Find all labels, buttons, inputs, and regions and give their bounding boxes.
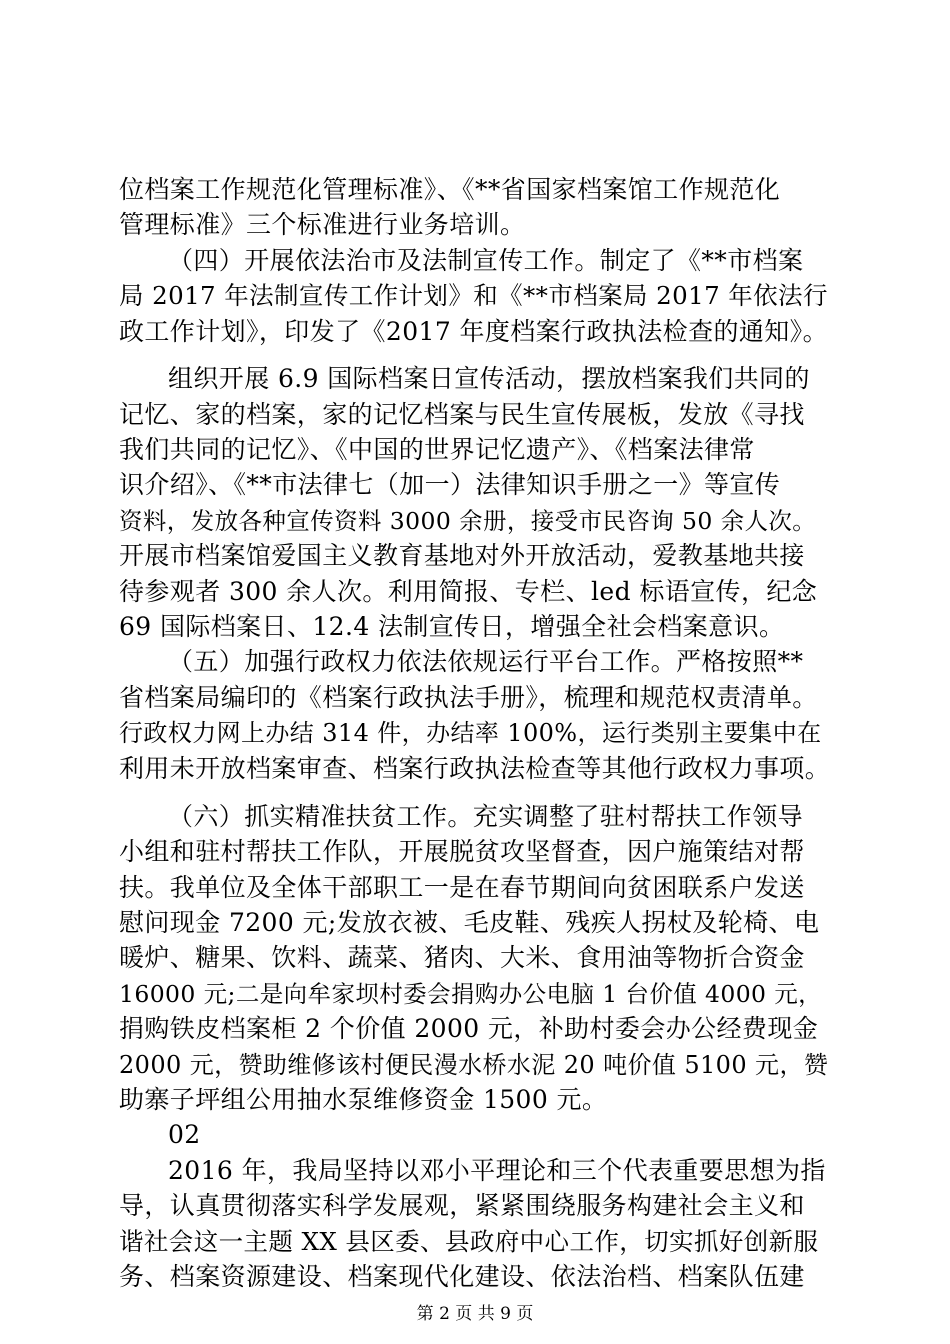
text-line: （四）开展依法治市及法制宣传工作。制定了《**市档案 (168, 246, 804, 275)
text-line: 捐购铁皮档案柜 2 个价值 2000 元，补助村委会办公经费现金 (119, 1014, 819, 1043)
section-number: 02 (168, 1120, 201, 1149)
text-line: 务、档案资源建设、档案现代化建设、依法治档、档案队伍建 (119, 1262, 805, 1291)
text-line: 省档案局编印的《档案行政执法手册》，梳理和规范权责清单。 (119, 683, 818, 712)
text-line: 资料，发放各种宣传资料 3000 余册，接受市民咨询 50 余人次。 (119, 507, 817, 535)
text-line: 助寨子坪组公用抽水泵维修资金 1500 元。 (119, 1085, 608, 1114)
text-line: 待参观者 300 余人次。利用简报、专栏、led 标语宣传，纪念 (119, 577, 818, 606)
text-line: 记忆、家的档案，家的记忆档案与民生宣传展板，发放《寻找 (119, 400, 805, 429)
text-line: 扶。我单位及全体干部职工一是在春节期间向贫困联系户发送 (119, 873, 805, 902)
text-line: 谐社会这一主题 XX 县区委、县政府中心工作，切实抓好创新服 (119, 1227, 819, 1256)
text-line: 政工作计划》，印发了《2017 年度档案行政执法检查的通知》。 (119, 317, 828, 346)
text-line: 识介绍》、《**市法律七（加一）法律知识手册之一》等宣传 (119, 470, 781, 499)
text-line: 暖炉、糖果、饮料、蔬菜、猪肉、大米、食用油等物折合资金 (119, 943, 805, 972)
text-line: 局 2017 年法制宣传工作计划》和《**市档案局 2017 年依法行 (119, 281, 828, 310)
text-line: 利用未开放档案审查、档案行政执法检查等其他行政权力事项。 (119, 754, 831, 783)
text-line: 组织开展 6.9 国际档案日宣传活动，摆放档案我们共同的 (168, 364, 810, 393)
text-line: 小组和驻村帮扶工作队，开展脱贫攻坚督查，因户施策结对帮 (119, 837, 805, 866)
text-line: 16000 元;二是向牟家坝村委会捐购办公电脑 1 台价值 4000 元， (119, 980, 823, 1008)
text-line: 导，认真贯彻落实科学发展观，紧紧围绕服务构建社会主义和 (119, 1191, 805, 1220)
text-line: （六）抓实精准扶贫工作。充实调整了驻村帮扶工作领导 (168, 802, 804, 831)
page-footer: 第 2 页 共 9 页 (416, 1304, 534, 1324)
text-line: （五）加强行政权力依法依规运行平台工作。严格按照** (168, 647, 804, 676)
text-line: 开展市档案馆爱国主义教育基地对外开放活动，爱教基地共接 (119, 541, 805, 570)
text-line: 2000 元，赞助维修该村便民漫水桥水泥 20 吨价值 5100 元，赞 (119, 1051, 829, 1079)
text-line: 2016 年，我局坚持以邓小平理论和三个代表重要思想为指 (168, 1156, 826, 1185)
text-line: 慰问现金 7200 元;发放衣被、毛皮鞋、残疾人拐杖及轮椅、电 (119, 908, 820, 937)
text-line: 位档案工作规范化管理标准》、《**省国家档案馆工作规范化 (119, 175, 781, 204)
text-line: 69 国际档案日、12.4 法制宣传日，增强全社会档案意识。 (119, 612, 785, 641)
text-line: 行政权力网上办结 314 件，办结率 100%，运行类别主要集中在 (119, 719, 822, 747)
text-line: 管理标准》三个标准进行业务培训。 (119, 210, 526, 239)
text-line: 我们共同的记忆》、《中国的世界记忆遗产》、《档案法律常 (119, 435, 755, 464)
